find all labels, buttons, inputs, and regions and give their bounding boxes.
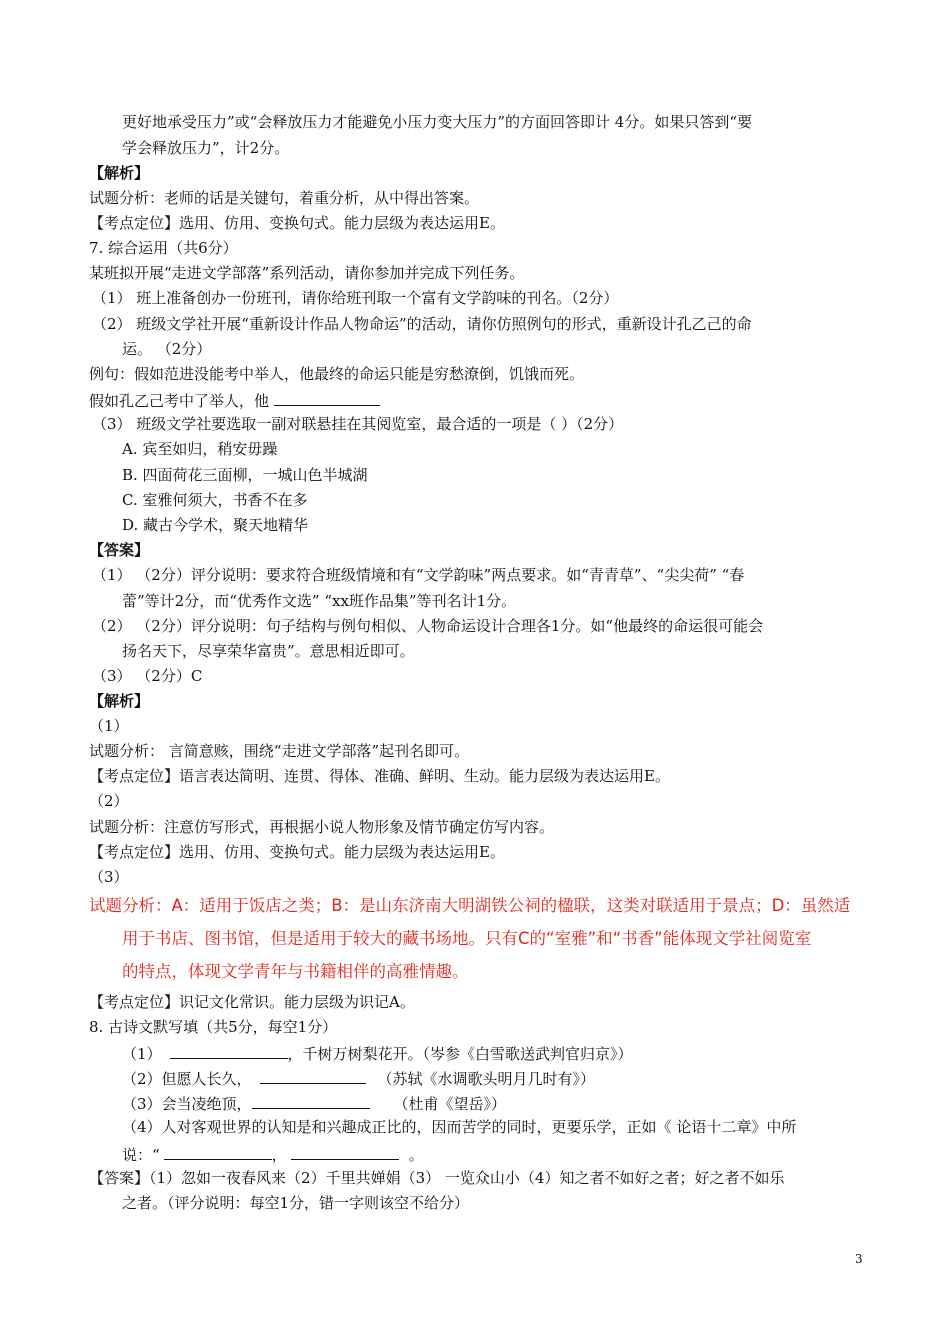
option-b: B. 四面荷花三面柳，一城山色半城湖 — [122, 466, 368, 484]
line-text: （3）会当凌绝顶， — [122, 1095, 252, 1113]
highlighted-text: 用于书店、图书馆，但是适用于较大的藏书场地。只有C的“室雅”和“书香”能体现文学社阅览室 — [122, 929, 812, 948]
question-title: 8. 古诗文默写填（共5分，每空1分） — [89, 1018, 338, 1036]
text-line: （1） （2分）评分说明：要求符合班级情境和有“文学韵味”两点要求。如“青青草”、“尖尖荷” “春 — [92, 566, 745, 584]
text-line — [0, 1144, 950, 1164]
line-text: （苏轼《水调歌头明月几时有》） — [377, 1070, 596, 1088]
text-line — [0, 390, 950, 410]
text-line: 【考点定位】识记文化常识。能力层级为识记A。 — [89, 993, 415, 1011]
question-title: 7. 综合运用（共6分） — [89, 239, 238, 257]
text-line: （3） （2分）C — [92, 667, 203, 685]
text-line: （2） — [89, 792, 129, 810]
text-line: （2） 班级文学社开展“重新设计作品人物命运”的活动，请你仿照例句的形式，重新设计孔乙己的命 — [92, 315, 752, 333]
option-a: A. 宾至如归，稍安毋躁 — [122, 440, 278, 458]
line-text: 。 — [408, 1146, 424, 1164]
highlighted-text: 的特点，体现文学青年与书籍相伴的高雅情趣。 — [122, 962, 469, 981]
highlighted-text: 试题分析：A：适用于饭店之类；B：是山东济南大明湖铁公祠的楹联，这类对联适用于景点；D：虽然适 — [89, 896, 851, 915]
text-line: （3） — [89, 868, 129, 886]
section-heading: 【解析】 — [89, 692, 150, 710]
answer-blank[interactable] — [274, 390, 380, 406]
text-line: （1） — [89, 717, 129, 735]
text-line: 某班拟开展“走进文学部落”系列活动，请你参加并完成下列任务。 — [89, 264, 525, 282]
text-line: 试题分析：注意仿写形式，再根据小说人物形象及情节确定仿写内容。 — [89, 818, 555, 836]
text-line: （3） 班级文学社要选取一副对联悬挂在其阅览室，最合适的一项是（ ）（2分） — [92, 415, 624, 433]
line-text: （杜甫《望岳》） — [393, 1095, 507, 1113]
answer-blank[interactable] — [170, 1043, 288, 1059]
text-line: 扬名天下，尽享荣华富贵”。意思相近即可。 — [122, 642, 415, 660]
text-line: 例句：假如范进没能考中举人，他最终的命运只能是穷愁潦倒，饥饿而死。 — [89, 365, 585, 383]
text-line — [0, 1043, 950, 1063]
text-line: （4）人对客观世界的认知是和兴趣成正比的，因而苦学的同时，更要乐学，正如《 论语十二章》中所 — [122, 1118, 797, 1136]
line-text: 假如孔乙己考中了举人，他 — [89, 392, 274, 410]
section-heading: 【解析】 — [89, 164, 150, 182]
text-line: （1） 班上准备创办一份班刊，请你给班刊取一个富有文学韵味的刊名。（2分） — [92, 289, 619, 307]
line-text: 说：“ — [122, 1146, 160, 1164]
text-line — [0, 1068, 950, 1088]
answer-text: 【答案】（1）忽如一夜春风来（2）千里共婵娟（3） 一览众山小（4）知之者不如好之者；好之者不如乐 — [89, 1169, 785, 1187]
text-line: 试题分析：老师的话是关键句，着重分析，从中得出答案。 — [89, 189, 480, 207]
text-line: （2） （2分）评分说明：句子结构与例句相似、人物命运设计合理各1分。如“他最终的命运很可能会 — [92, 617, 764, 635]
text-line: 【考点定位】语言表达简明、连贯、得体、准确、鲜明、生动。能力层级为表达运用E。 — [89, 767, 670, 785]
answer-blank[interactable] — [164, 1144, 272, 1160]
answer-blank[interactable] — [260, 1068, 366, 1084]
text-line: 【考点定位】选用、仿用、变换句式。能力层级为表达运用E。 — [89, 214, 505, 232]
page-number: 3 — [855, 1252, 863, 1266]
answer-blank[interactable] — [252, 1093, 370, 1109]
line-text: （2）但愿人长久， — [122, 1070, 252, 1088]
section-heading: 【答案】 — [89, 541, 150, 559]
option-d: D. 藏古今学术，聚天地精华 — [122, 516, 309, 534]
line-text: （1） — [122, 1045, 162, 1063]
text-line: 学会释放压力”，计2分。 — [122, 139, 290, 157]
text-line: 【考点定位】选用、仿用、变换句式。能力层级为表达运用E。 — [89, 843, 505, 861]
text-line: 蕾”等计2分，而“优秀作文选” “xx班作品集”等刊名计1分。 — [122, 592, 517, 610]
answer-text: 之者。（评分说明：每空1分，错一字则该空不给分） — [122, 1194, 470, 1212]
text-line — [0, 1093, 950, 1113]
answer-blank[interactable] — [291, 1144, 399, 1160]
line-text: ， — [271, 1146, 287, 1164]
option-c: C. 室雅何须大，书香不在多 — [122, 491, 308, 509]
text-line: 试题分析： 言简意赅，围绕“走进文学部落”起刊名即可。 — [89, 742, 470, 760]
line-text: ，千树万树梨花开。（岑参《白雪歌送武判官归京》） — [287, 1045, 633, 1063]
text-line: 运。 （2分） — [122, 340, 212, 358]
text-line: 更好地承受压力”或“会释放压力才能避免小压力变大压力”的方面回答即计 4分。如果只答到“要 — [122, 113, 752, 131]
